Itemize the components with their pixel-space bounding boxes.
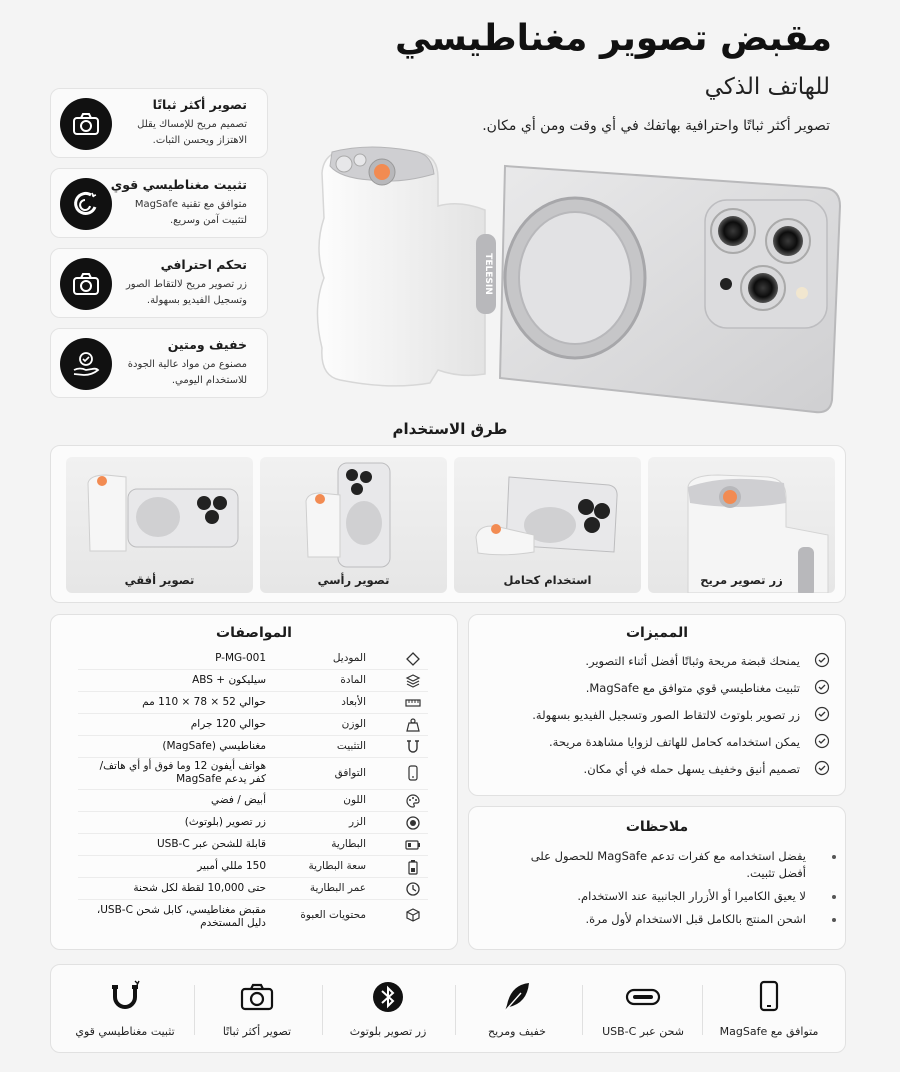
phone-icon xyxy=(751,979,787,1015)
battery-icon xyxy=(405,837,421,853)
usb-c-icon xyxy=(625,979,661,1015)
spec-label: الموديل xyxy=(332,652,366,664)
spec-row xyxy=(78,758,428,790)
page-subtitle: للهاتف الذكي xyxy=(704,74,830,100)
feature-desc: متوافق مع تقنية MagSafe لتثبيت آمن وسريع. xyxy=(134,199,247,226)
hero-brand-label: TELESIN xyxy=(483,253,493,295)
camera-icon xyxy=(60,258,112,310)
camera-icon xyxy=(239,979,275,1015)
spec-label: عمر البطارية xyxy=(309,882,366,894)
diamond-icon xyxy=(405,651,421,667)
spec-label: التثبيت xyxy=(336,740,366,752)
separator xyxy=(322,985,323,1035)
spec-label: البطارية xyxy=(331,838,366,850)
usage-card-shutter xyxy=(648,457,835,593)
spec-row xyxy=(78,900,428,936)
product-hero-image xyxy=(310,138,850,418)
spec-row xyxy=(78,736,428,758)
list-item xyxy=(490,652,830,672)
list-item xyxy=(490,733,830,753)
advantage-text: تثبيت مغناطيسي قوي متوافق مع MagSafe. xyxy=(585,681,800,695)
usage-label: استخدام كحامل xyxy=(503,573,592,587)
list-item xyxy=(490,760,830,780)
spec-value: زر تصوير (بلوتوث) xyxy=(184,816,266,828)
check-circle-icon xyxy=(814,733,830,749)
camera-icon xyxy=(60,98,112,150)
bottom-feature-label: تصوير أكثر ثباتًا xyxy=(222,1025,292,1038)
spec-row xyxy=(78,856,428,878)
spec-value: حوالي 52 × 78 × 110 مم xyxy=(142,696,266,708)
note-text: يفضل استخدامه مع كفرات تدعم MagSafe للحصول على أفضل تثبيت. xyxy=(530,849,806,880)
feature-card-control xyxy=(50,248,268,318)
spec-row xyxy=(78,790,428,812)
list-item xyxy=(490,706,830,726)
check-circle-icon xyxy=(814,760,830,776)
spec-label: الوزن xyxy=(341,718,366,730)
usage-label: تصوير رأسي xyxy=(317,573,390,587)
note-text: اشحن المنتج بالكامل قبل الاستخدام لأول مرة. xyxy=(585,912,806,926)
page-tagline: تصوير أكثر ثباتًا واحترافية بهاتفك في أي وقت ومن أي مكان. xyxy=(482,118,830,134)
bottom-feature-label: متوافق مع MagSafe xyxy=(719,1025,819,1038)
advantages-title: المميزات xyxy=(625,625,689,641)
usage-card-vertical xyxy=(260,457,447,593)
notes-title: ملاحظات xyxy=(625,819,689,835)
spec-label: التوافق xyxy=(334,767,366,779)
feature-card-stability xyxy=(50,88,268,158)
separator xyxy=(455,985,456,1035)
list-item xyxy=(490,679,830,699)
box-icon xyxy=(405,907,421,923)
shutter-icon xyxy=(405,815,421,831)
feature-title: تثبيت مغناطيسي قوي xyxy=(110,177,247,192)
advantage-text: يمنحك قبضة مريحة وثباتًا أفضل أثناء التصوير. xyxy=(585,654,800,668)
bottom-feature-label: شحن عبر USB-C xyxy=(602,1025,684,1038)
bullet-dot xyxy=(832,895,836,899)
hand-quality-icon xyxy=(60,338,112,390)
bottom-feature-light xyxy=(452,975,582,1045)
spec-value: P-MG-001 xyxy=(215,652,266,664)
feature-desc: زر تصوير مريح لالتقاط الصور وتسجيل الفيديو بسهولة. xyxy=(125,279,247,306)
bottom-feature-usbc xyxy=(578,975,708,1045)
spec-label: الزر xyxy=(349,816,366,828)
ruler-icon xyxy=(405,695,421,711)
usage-heading: طرق الاستخدام xyxy=(392,420,508,438)
spec-value: حتى 10,000 لقطة لكل شحنة xyxy=(133,882,266,894)
layers-icon xyxy=(405,673,421,689)
battery-vertical-icon xyxy=(405,859,421,875)
check-circle-icon xyxy=(814,706,830,722)
spec-label: سعة البطارية xyxy=(308,860,366,872)
usage-card-horizontal xyxy=(66,457,253,593)
bluetooth-icon xyxy=(370,979,406,1015)
separator xyxy=(582,985,583,1035)
spec-label: محتويات العبوة xyxy=(300,909,366,921)
spec-label: الأبعاد xyxy=(341,696,366,708)
spec-value: 150 مللي أمبير xyxy=(197,860,266,872)
spec-row xyxy=(78,834,428,856)
spec-label: اللون xyxy=(343,794,366,806)
usage-label: تصوير أفقي xyxy=(124,573,195,587)
magnet-icon xyxy=(405,739,421,755)
magnet-icon xyxy=(60,178,112,230)
spec-row xyxy=(78,812,428,834)
feature-title: تحكم احترافي xyxy=(160,257,247,272)
spec-value: قابلة للشحن عبر USB-C xyxy=(157,838,266,850)
bullet-dot xyxy=(832,918,836,922)
advantage-text: تصميم أنيق وخفيف يسهل حمله في أي مكان. xyxy=(583,762,800,776)
spec-row xyxy=(78,648,428,670)
bottom-feature-stability xyxy=(192,975,322,1045)
spec-value: أبيض / فضي xyxy=(211,794,266,806)
clock-icon xyxy=(405,881,421,897)
spec-row xyxy=(78,692,428,714)
feather-icon xyxy=(499,979,535,1015)
spec-label: المادة xyxy=(340,674,366,686)
specs-title: المواصفات xyxy=(216,625,292,641)
usage-card-stand xyxy=(454,457,641,593)
bottom-feature-bluetooth xyxy=(323,975,453,1045)
palette-icon xyxy=(405,793,421,809)
note-text: لا يعيق الكاميرا أو الأزرار الجانبية عند الاستخدام. xyxy=(577,889,806,903)
bottom-feature-label: خفيف ومريح xyxy=(487,1025,546,1038)
advantage-text: زر تصوير بلوتوث لالتقاط الصور وتسجيل الفيديو بسهولة. xyxy=(532,708,800,722)
spec-value: مغناطيسي (MagSafe) xyxy=(162,740,266,752)
check-circle-icon xyxy=(814,679,830,695)
spec-row xyxy=(78,714,428,736)
bottom-feature-magnetic xyxy=(60,975,190,1045)
feature-title: خفيف ومتين xyxy=(167,337,247,352)
bottom-feature-label: تثبيت مغناطيسي قوي xyxy=(75,1025,175,1038)
usage-label: زر تصوير مريح xyxy=(700,573,783,587)
feature-desc: تصميم مريح للإمساك يقلل الاهتزاز ويحسن الثبات. xyxy=(137,119,247,146)
phone-icon xyxy=(405,765,421,781)
feature-card-durable xyxy=(50,328,268,398)
spec-row xyxy=(78,878,428,900)
spec-value: مقبض مغناطيسي، كابل شحن USB-C، دليل المستخدم xyxy=(96,904,266,929)
magnet-icon xyxy=(107,979,143,1015)
page-title: مقبض تصوير مغناطيسي xyxy=(394,18,832,59)
spec-value: هواتف أيفون 12 وما فوق أو أي هاتف/كفر يدعم MagSafe xyxy=(99,760,266,785)
feature-title: تصوير أكثر ثباتًا xyxy=(152,97,247,112)
weight-icon xyxy=(405,717,421,733)
spec-value: سيليكون + ABS xyxy=(192,674,266,686)
bullet-dot xyxy=(832,855,836,859)
advantage-text: يمكن استخدامه كحامل للهاتف لزوايا مشاهدة مريحة. xyxy=(549,735,800,749)
bottom-feature-label: زر تصوير بلوتوث xyxy=(349,1025,427,1038)
bottom-feature-magsafe xyxy=(704,975,834,1045)
check-circle-icon xyxy=(814,652,830,668)
separator xyxy=(194,985,195,1035)
spec-row xyxy=(78,670,428,692)
spec-value: حوالي 120 جرام xyxy=(190,718,266,730)
feature-desc: مصنوع من مواد عالية الجودة للاستخدام اليومي. xyxy=(127,359,247,386)
feature-card-magnetic xyxy=(50,168,268,238)
